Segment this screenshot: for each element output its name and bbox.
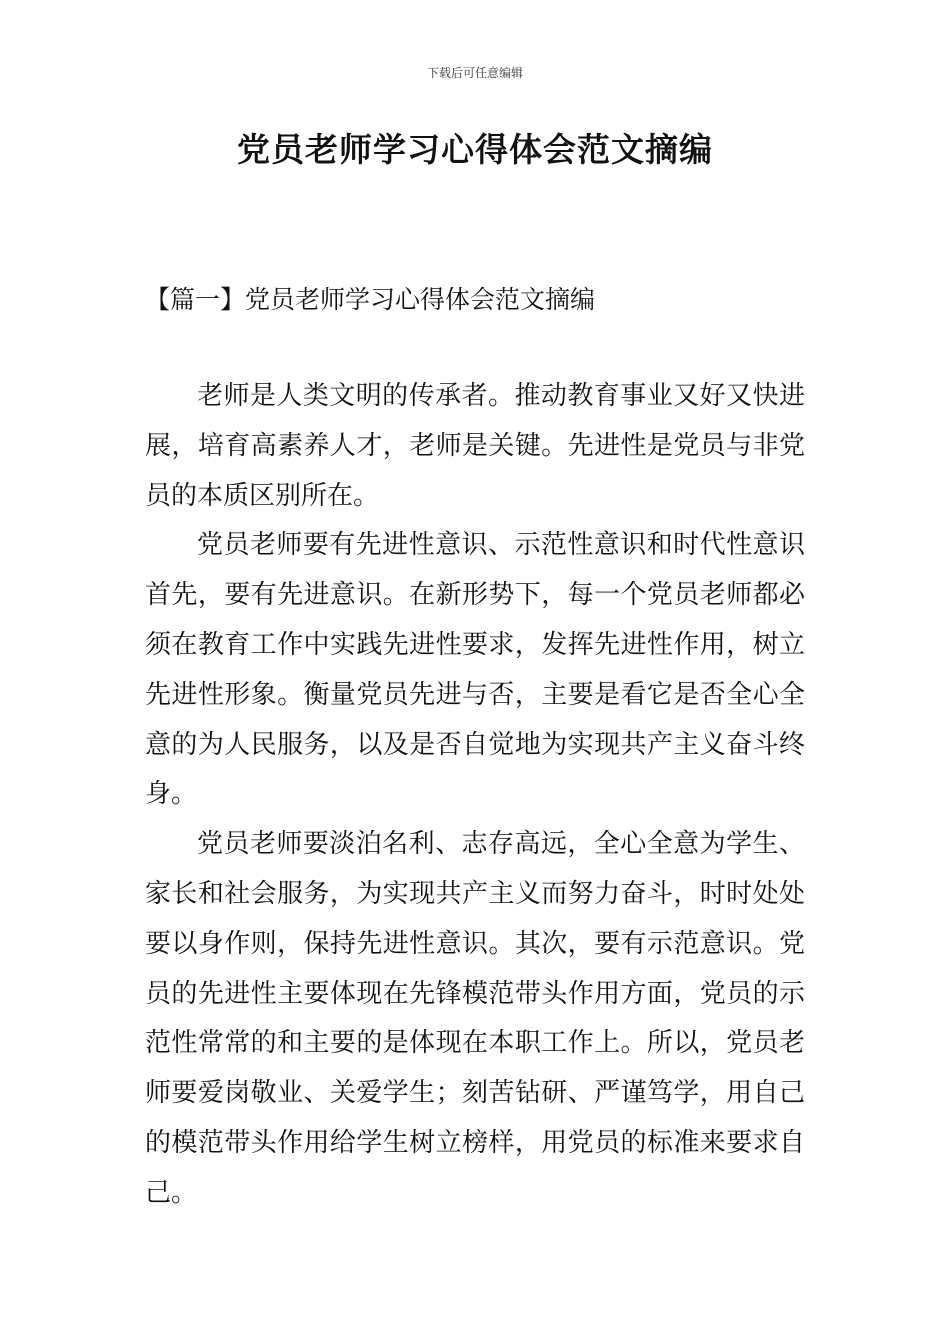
header-note: 下载后可任意编辑 bbox=[426, 66, 523, 80]
body-text bbox=[145, 372, 805, 1219]
paragraph-3: 党员老师要淡泊名利、志存高远，全心全意为学生、家长和社会服务，为实现共产主义而努力奋斗，时时处处要以身作则，保持先进性意识。其次，要有示范意识。党员的先进性主要体现在先锋模范带头作用方面，党员的示范性常常的和主要的是体现在本职工作上。所以，党员老师要爱岗敬业、关爱学生；刻苦钻研、严谨笃学，用自己的模范带头作用给学生树立榜样，用党员的标准来要求自己。 bbox=[145, 829, 805, 1208]
paragraph-2: 党员老师要有先进性意识、示范性意识和时代性意识首先，要有先进意识。在新形势下，每一个党员老师都必须在教育工作中实践先进性要求，发挥先进性作用，树立先进性形象。衡量党员先进与否，主要是看它是否全心全意的为人民服务，以及是否自觉地为实现共产主义奋斗终身。 bbox=[145, 530, 805, 810]
paragraph-1: 老师是人类文明的传承者。推动教育事业又好又快进展，培育高素养人才，老师是关键。先进性是党员与非党员的本质区别所在。 bbox=[145, 381, 805, 511]
section-heading: 【篇一】党员老师学习心得体会范文摘编 bbox=[145, 285, 596, 314]
document-title: 党员老师学习心得体会范文摘编 bbox=[237, 130, 713, 169]
